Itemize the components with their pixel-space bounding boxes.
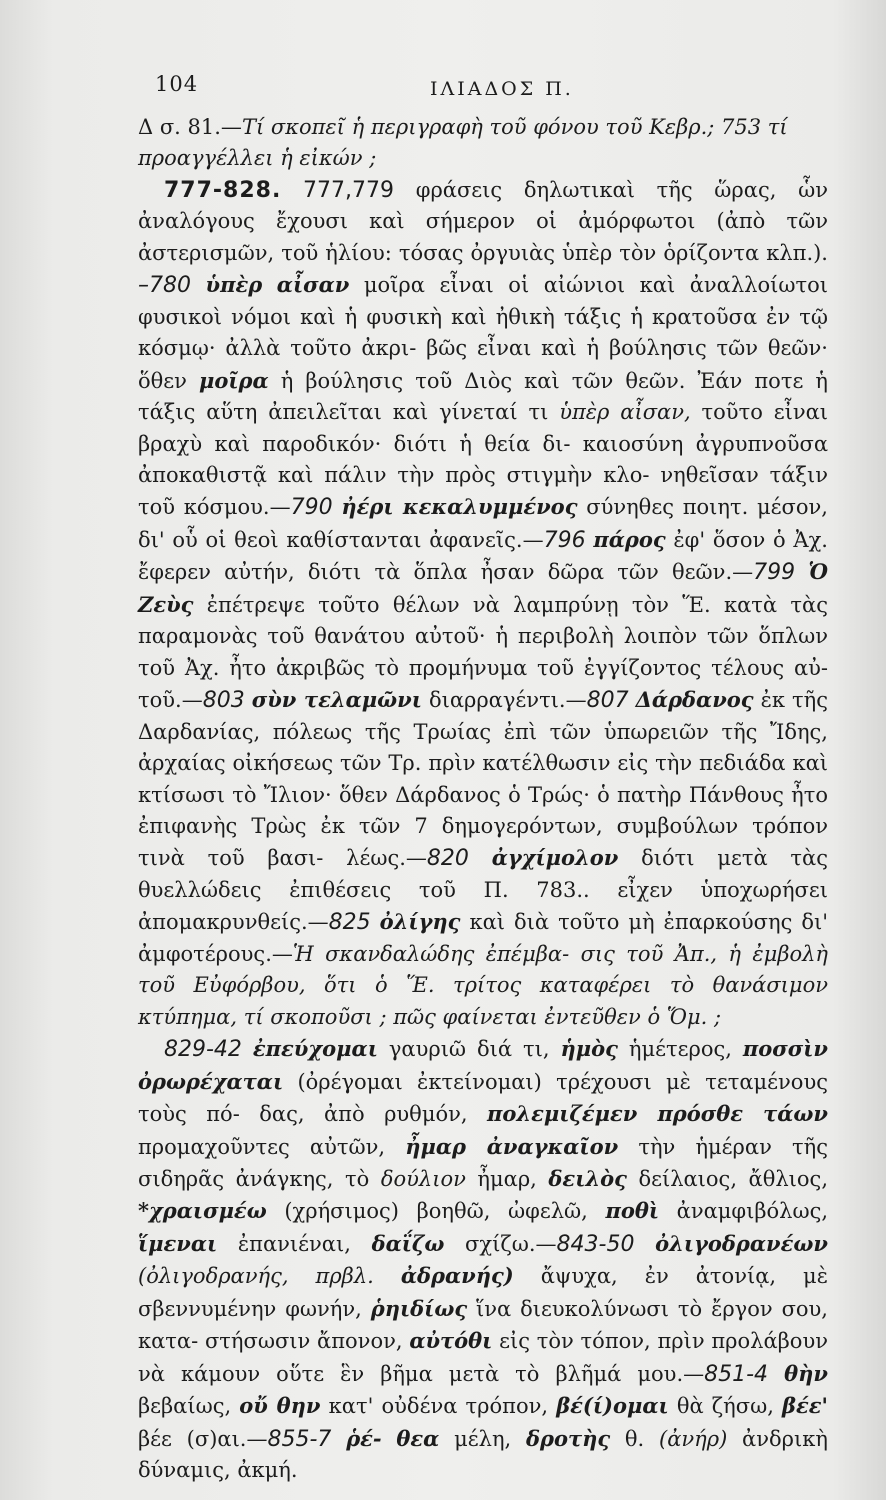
lemma: δαΐζω [371,1230,445,1256]
page-header [155,72,826,102]
lemma: *χραισμέω [138,1198,267,1224]
note-paragraph-829-857: 829-42 ἐπεύχομαι γαυριῶ διά τι, ἡμὸς ἡμέτερος, ποσσὶν ὀρωρέχαται (ὀρέγομαι ἐκτείνομαι) τρέχουσι μὲ τεταμένους τοὺς πό- δας, ἀπὸ ρυθμόν, πολεμιζέμεν πρόσθε τάων προμαχοῦντες αὐτῶν, ἦμαρ ἀναγκαῖον τὴν ἡμέραν τῆς σιδηρᾶς ἀνάγκης, τὸ δούλιον ἦμαρ, δειλὸς δείλαιος, ἄθλιος, *χραισμέω (χρήσιμος) βοηθῶ, ὠφελῶ, ποθὶ ἀναμφιβόλως, ἵμεναι ἐπανιέναι, δαΐζω σχίζω.—843-50 ὀλιγοδρανέων (ὀλιγοδρανής, πρβλ. ἀδρανής) ἄψυχα, ἐν ἀτονίᾳ, μὲ σβεννυμένην φωνήν, ῥηιδίως ἵνα διευκολύνωσι τὸ ἔργον σου, κατα- στήσωσιν ἄπονον, αὐτόθι εἰς τὸν τόπον, πρὶν προλάβουν νὰ κάμουν οὕτε ἓν βῆμα μετὰ τὸ βλῆμά μου.—851-4 θὴν βεβαίως, οὔ θην κατ' οὐδένα τρόπον, βέ(ί)ομαι θὰ ζήσω, βέε' βέε (σ)αι.—855-7 ῥέ- θεα μέλη, δροτὴς θ. (ἀνήρ) ἀνδρικὴ δύναμις, ἀκμή. [138,1036,829,1483]
running-head: ΙΛΙΑΔΟΣ Π. [430,78,574,100]
lemma: πολεμιζέμεν πρόσθε τάων [487,1101,828,1127]
verse-ref: 803 [202,688,245,714]
lemma: ὑπὲρ [205,272,263,298]
lemma: ὀλίγης [379,909,461,935]
page-number: 104 [155,72,199,96]
text-line: προαγγέλλει ἡ εἰκών ; [138,146,377,171]
lemma: ἠέρι κεκαλυμμένος [341,494,578,520]
lemma: ποσσὶν [742,1036,828,1062]
line-range: 777-828. [164,177,282,203]
lemma: μοῖρα [199,367,269,393]
lemma: ῥηιδίως [370,1295,468,1321]
lemma: βέ(ί)ομαι [556,1393,669,1419]
lemma: ὀλιγοδρανέων [655,1230,828,1256]
lemma: βέε' [782,1393,828,1419]
verse-ref: 825 [328,910,371,936]
lemma: Ὁ Ζεὺς [138,559,828,617]
verse-ref: 855-7 [267,1426,332,1452]
lemma: ἀγχίμολον [491,845,619,871]
text-line: Δ σ. 81.—Τί σκοπεῖ ἡ περιγραφὴ τοῦ φόνου τοῦ Κεβρ.; 753 τί [138,115,788,139]
quote: ὑπὲρ αἶσαν, [559,400,691,425]
verse-ref: –780 [138,273,191,299]
question: τὸ θανάσιμον κτύπημα, τί σκοποῦσι ; πῶς φαίνεται ἐντεῦθεν ὁ Ὅμ. ; [138,973,828,1029]
verse-ref: 796 [543,527,586,553]
verse-ref: 843-50 [556,1231,635,1257]
note-paragraph-777-828: 777-828. 777,779 φράσεις δηλωτικαὶ τῆς ὥρας, ὧν ἀναλόγους ἔχουσι καὶ σήμερον οἱ ἀμόρφωτοι (ἀπὸ τῶν ἀστερισμῶν, τοῦ ἡλίου: τόσας ὀργυιὰς ὑπὲρ τὸν ὁρίζοντα κλπ.). –780 ὑπὲρ αἶσαν μοῖρα εἶναι οἱ αἰώνιοι καὶ ἀναλλοίωτοι φυσικοὶ νόμοι καὶ ἡ φυσικὴ καὶ ἠθικὴ τάξις ἡ κρατοῦσα ἐν τῷ κόσμῳ· ἀλλὰ τοῦτο ἀκρι- βῶς εἶναι καὶ ἡ βούλησις τῶν θεῶν· ὅθεν μοῖρα ἡ βούλησις τοῦ Διὸς καὶ τῶν θεῶν. Ἐάν ποτε ἡ τάξις αὕτη ἀπειλεῖται καὶ γίνεταί τι ὑπὲρ αἶσαν, τοῦτο εἶναι βραχὺ καὶ παροδικόν· διότι ἡ θεία δι- καιοσύνη ἀγρυπνοῦσα ἀποκαθιστᾷ καὶ πάλιν τὴν πρὸς στιγμὴν κλο- νηθεῖσαν τάξιν τοῦ κόσμου.—790 ἠέρι κεκαλυμμένος σύνηθες ποιητ. μέσον, δι' οὗ οἱ θεοὶ καθίστανται ἀφανεῖς.—796 πάρος ἐφ' ὅσον ὁ Ἀχ. ἔφερεν αὐτήν, διότι τὰ ὅπλα ἦσαν δῶρα τῶν θεῶν.—799 Ὁ Ζεὺς ἐπέτρεψε τοῦτο θέλων νὰ λαμπρύνῃ τὸν Ἕ. κατὰ τὰς παραμονὰς τοῦ θανάτου αὐτοῦ· ἡ περιβολὴ λοιπὸν τῶν ὅπλων τοῦ Ἀχ. ἦτο ἀκριβῶς τὸ προμήνυμα τοῦ ἐγγίζοντος τέλους αὐ- τοῦ.—803 σὺν τελαμῶνι διαρραγέντι.—807 Δάρδανος ἐκ τῆς Δαρδανίας, πόλεως τῆς Τρωίας ἐπὶ τῶν ὑπωρειῶν τῆς Ἴδης, ἀρχαίας οἰκήσεως τῶν Τρ. πρὶν κατέλθωσιν εἰς τὴν πεδιάδα καὶ κτίσωσι τὸ Ἴλιον· ὅθεν Δάρδανος ὁ Τρώς· ὁ πατὴρ Πάνθους ἦτο ἐπιφανὴς Τρὼς ἐκ τῶν 7 δημογερόντων, συμβούλων τρόπον τινὰ τοῦ βασι- λέως.—820 ἀγχίμολον διότι μετὰ τὰς θυελλώδεις ἐπιθέσεις τοῦ Π. 783.. εἶχεν ὑποχωρήσει ἀπομακρυνθείς.—825 ὀλίγης καὶ διὰ τοῦτο μὴ ἐπαρκούσης δι' ἀμφοτέρους.—Ἡ σκανδαλώδης ἐπέμβα- σις τοῦ Ἀπ., ἡ ἐμβολὴ τοῦ Εὐφόρβου, ὅτι ὁ Ἕ. τρίτος καταφέρει τὸ θανάσιμον κτύπημα, τί σκοποῦσι ; πῶς φαίνεται ἐντεῦθεν ὁ Ὅμ. ; [138,177,829,1029]
question: Ἡ σκανδαλώδης ἐπέμβα- [292,941,570,966]
lemma: Δάρδανος [635,687,754,713]
verse-ref: 807 [586,688,629,714]
verse-ref: 777,779 [303,177,395,203]
lemma: ὀρωρέχαται [138,1068,284,1094]
lemma: σὺν τελαμῶνι [251,687,422,713]
lemma: ἐπεύχομαι [252,1036,378,1062]
lemma: πάρος [593,526,666,552]
lemma: ἀδρανής) [400,1263,514,1289]
lemma: θεα [396,1425,440,1451]
verse-ref: 790 [290,495,333,521]
lemma: οὔ θην [239,1393,321,1419]
lemma: αὐτόθι [409,1328,493,1354]
lemma: ποθὶ [605,1198,660,1224]
question: σις τοῦ Ἀπ., ἡ ἐμβολὴ τοῦ Εὐφόρβου, ὅτι ὁ Ἕ. τρίτος καταφέρει [138,941,828,998]
lemma: ἡμὸς [560,1036,618,1062]
question-paragraph [138,112,828,175]
verse-ref: 799 [753,560,796,586]
verse-ref: 829-42 [164,1037,242,1063]
lemma: δειλὸς [548,1165,627,1191]
lemma: θὴν [784,1360,828,1386]
lemma: αἶσαν [276,272,350,298]
verse-ref: 820 [426,846,469,872]
lemma: ἦμαρ ἀναγκαῖον [405,1133,619,1159]
lemma: ῥέ- [346,1425,382,1451]
commentary-text [138,112,828,1486]
verse-ref: 851-4 [704,1361,769,1387]
lemma: δροτὴς [525,1425,611,1451]
lemma: ἵμεναι [138,1230,218,1256]
